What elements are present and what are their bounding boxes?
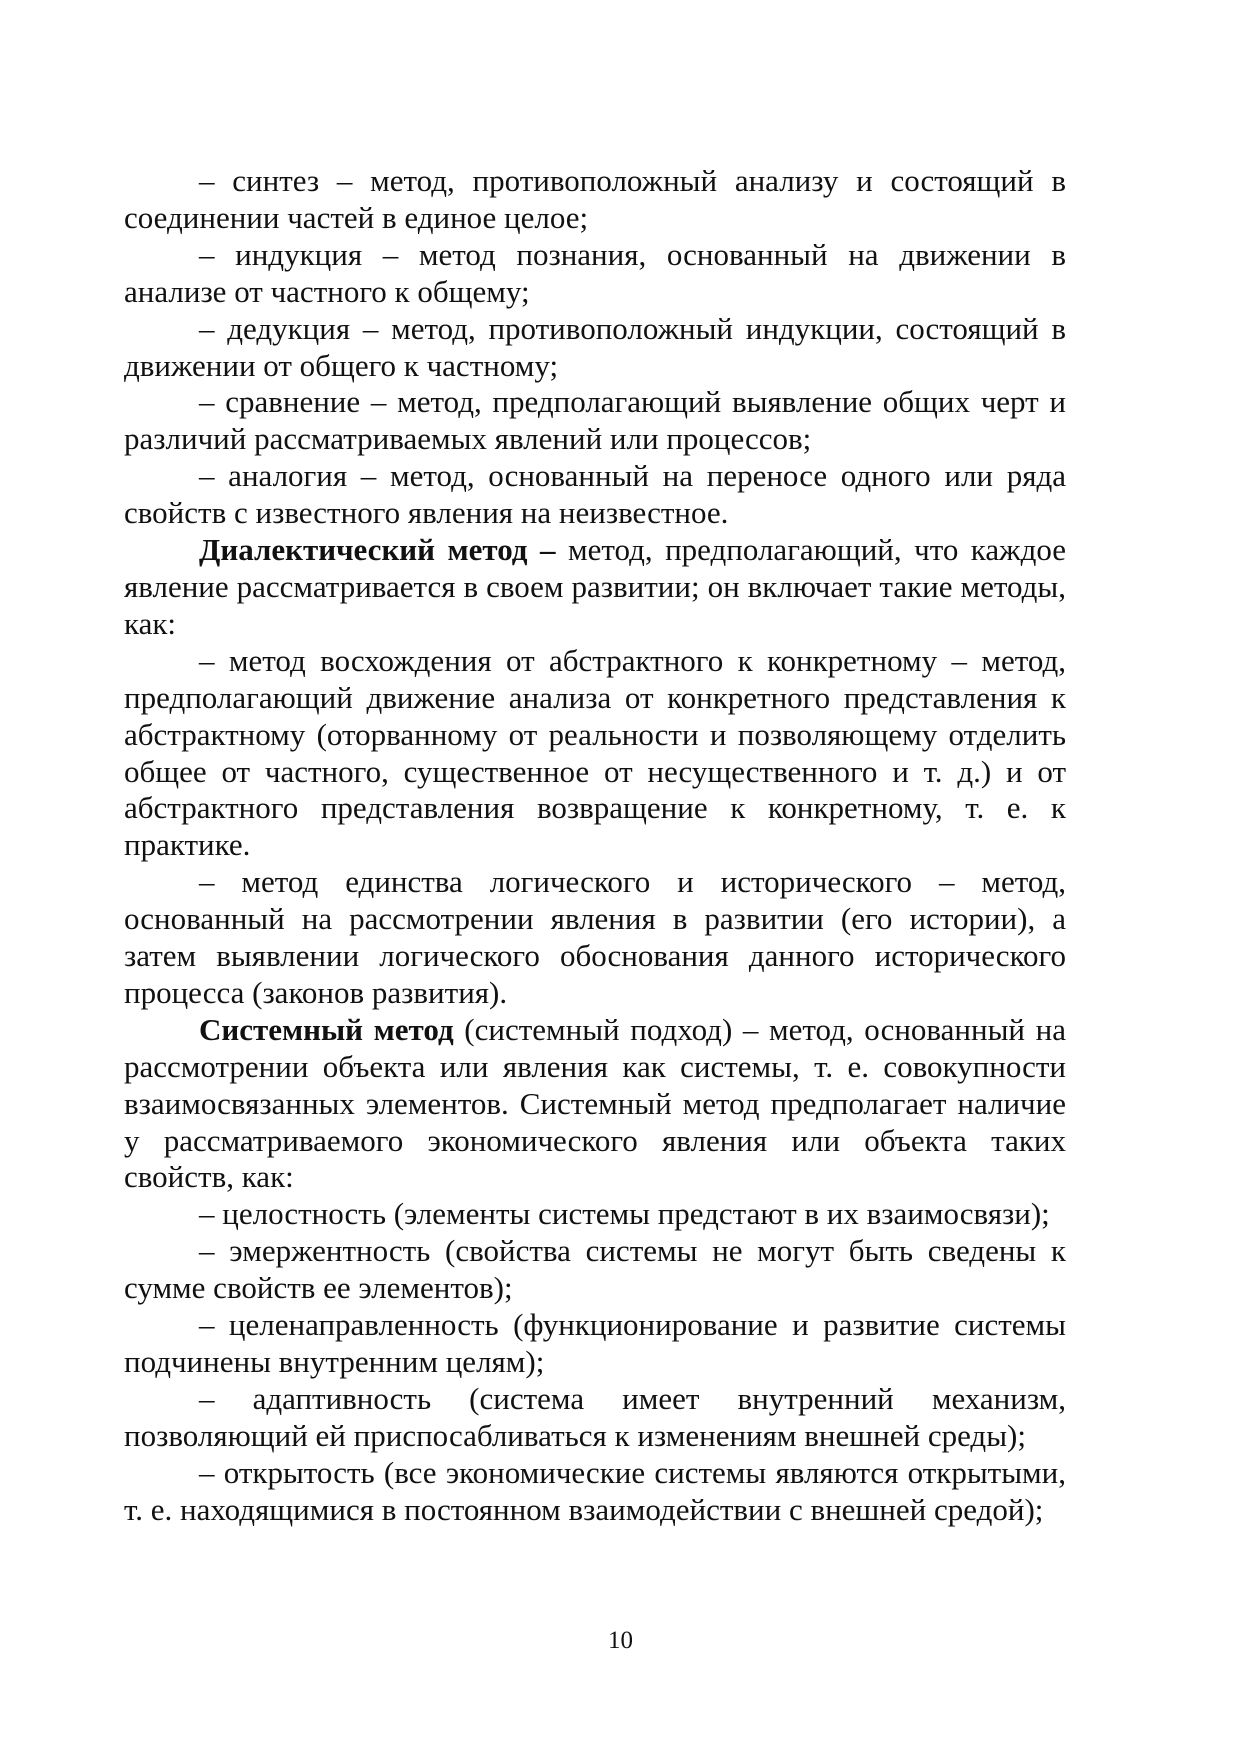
paragraph-emergence: – эмержентность (свойства системы не могут быть сведены к сумме свойств ее элементов); [124, 1233, 1066, 1306]
term-system-method: Системный метод [199, 1011, 454, 1047]
page-body [124, 163, 1066, 1529]
paragraph-deduction: – дедукция – метод, противоположный индукции, состоящий в движении от общего к частному; [124, 310, 1066, 383]
paragraph-dialectical-method: Диалектический метод – метод, предполагающий, что каждое явление рассматривается в своем развитии; он включает такие методы, как: [124, 532, 1066, 641]
paragraph-induction: – индукция – метод познания, основанный на движении в анализе от частного к общему; [124, 236, 1066, 309]
paragraph-integrity: – целостность (элементы системы предстают в их взаимосвязи); [199, 1196, 1050, 1232]
paragraph-analogy: – аналогия – метод, основанный на переносе одного или ряда свойств с известного явления на неизвестное. [124, 458, 1066, 531]
paragraph-comparison: – сравнение – метод, предполагающий выявление общих черт и различий рассматриваемых явлений или процессов; [124, 384, 1066, 457]
paragraph-system-method: Системный метод (системный подход) – метод, основанный на рассмотрении объекта или явления как системы, т. е. совокупности взаимосвязанных элементов. Системный метод предполагает наличие у рассматриваемого экономического явления или объекта таких свойств, как: [124, 1011, 1066, 1195]
paragraph-openness: – открытость (все экономические системы являются открытыми, т. е. находящимися в постоянном взаимодействии с внешней средой); [124, 1454, 1066, 1527]
paragraph-abstract-to-concrete: – метод восхождения от абстрактного к конкретному – метод, предполагающий движение анализа от конкретного представления к абстрактному (оторванному от реальности и позволяющему отделить общее от частного, существенное от несущественного и т. д.) и от абстрактного представления возвращение к конкретному, т. е. к практике. [124, 642, 1066, 863]
paragraph-synthesis: – синтез – метод, противоположный анализу и состоящий в соединении частей в единое целое; [124, 163, 1066, 235]
term-dialectical-method: Диалектический метод – [199, 532, 556, 568]
page-number: 10 [608, 1627, 633, 1654]
paragraph-adaptivity: – адаптивность (система имеет внутренний механизм, позволяющий ей приспосабливаться к изменениям внешней среды); [124, 1380, 1066, 1453]
paragraph-purposefulness: – целенаправленность (функционирование и развитие системы подчинены внутренним целям); [124, 1307, 1066, 1379]
paragraph-logical-historical: – метод единства логического и исторического – метод, основанный на рассмотрении явления в развитии (его истории), а затем выявлении логического обоснования данного исторического процесса (законов развития). [124, 864, 1066, 1010]
